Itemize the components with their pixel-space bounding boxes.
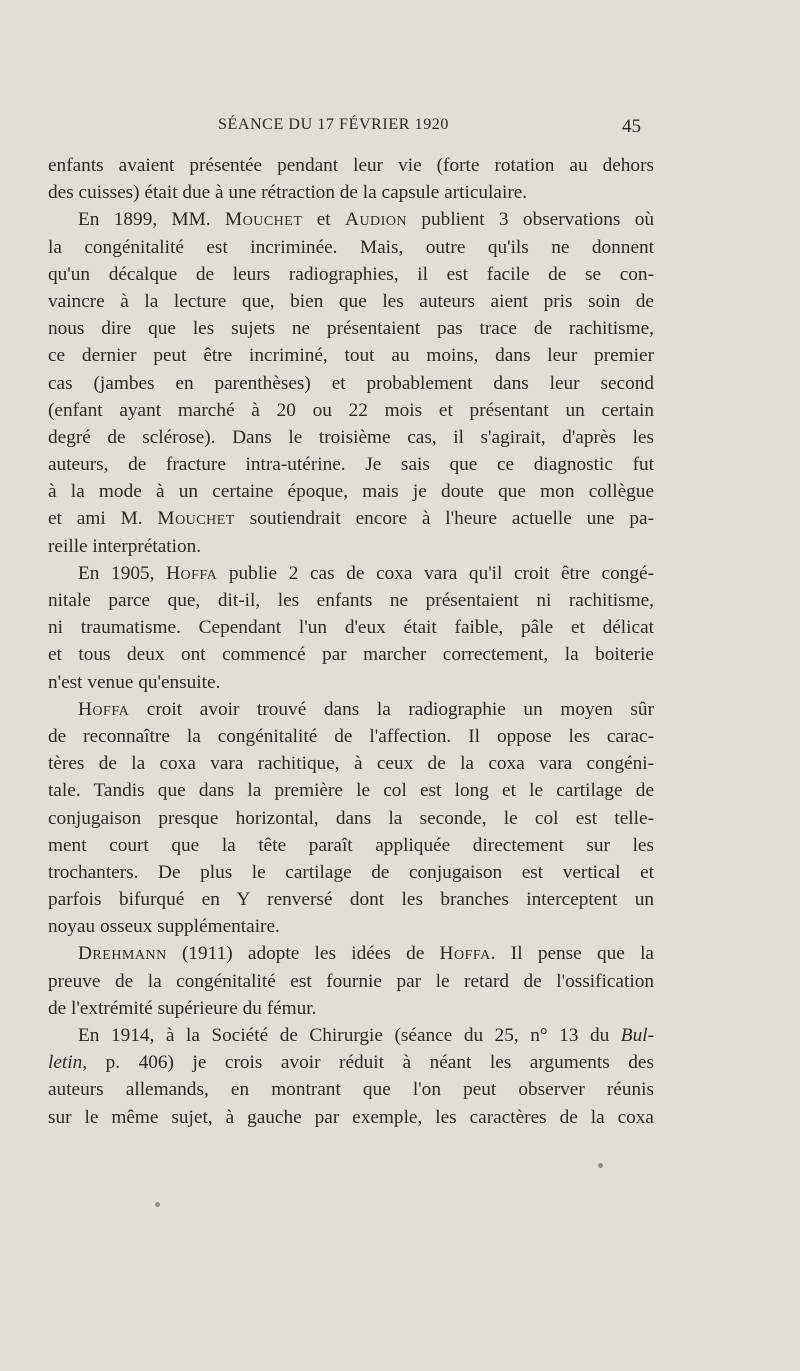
- author-name: Mouchet: [157, 508, 235, 530]
- ink-speck: [598, 1163, 603, 1168]
- text-run: vaincre à la lecture que, bien que les auteurs aient pris soin de: [48, 290, 654, 312]
- text-run: publient 3 observations où: [407, 209, 654, 231]
- text-run: tale. Tandis que dans la première le col est long et le cartilage de: [48, 780, 654, 802]
- text-line: [48, 424, 654, 451]
- text-line: [48, 913, 654, 940]
- text-line: [48, 261, 654, 288]
- text-line: [48, 152, 654, 179]
- text-run: sur le même sujet, à gauche par exemple, les caractères de la coxa: [48, 1106, 654, 1128]
- text-line: [48, 723, 654, 750]
- text-run: et tous deux ont commencé par marcher correctement, la boiterie: [48, 644, 654, 666]
- text-run: et ami M.: [48, 508, 158, 530]
- page-header: [0, 116, 800, 140]
- text-line: [48, 1076, 654, 1103]
- text-run: ment court que la tête paraît appliquée directement sur les: [48, 834, 654, 856]
- text-run: publie 2 cas de coxa vara qu'il croit être congé-: [217, 562, 654, 584]
- text-run: , p. 406) je crois avoir réduit à néant les arguments des: [82, 1052, 654, 1074]
- text-run: des cuisses) était due à une rétraction de la capsule articulaire.: [48, 182, 528, 204]
- author-name: Hoffa: [439, 943, 491, 965]
- text-line: [48, 805, 654, 832]
- text-run: croit avoir trouvé dans la radiographie un moyen sûr: [129, 698, 654, 720]
- ink-speck: [155, 1202, 160, 1207]
- text-run: auteurs, de fracture intra-utérine. Je sais que ce diagnostic fut: [48, 454, 654, 476]
- italic-text: letin: [48, 1052, 83, 1074]
- text-line: [48, 859, 654, 886]
- text-run: cas (jambes en parenthèses) et probablement dans leur second: [48, 372, 654, 394]
- text-line: [48, 560, 654, 587]
- text-line: [48, 533, 654, 560]
- text-run: de reconnaître la congénitalité de l'affection. Il oppose les carac-: [48, 725, 654, 747]
- text-run: En 1914, à la Société de Chirurgie (séance du 25, n° 13 du: [78, 1025, 621, 1046]
- text-run: noyau osseux supplémentaire.: [48, 916, 280, 938]
- text-line: [48, 777, 654, 804]
- text-run: degré de sclérose). Dans le troisième cas, il s'agirait, d'après les: [48, 426, 654, 448]
- text-line: [48, 1022, 654, 1049]
- text-run: parfois bifurqué en Y renversé dont les branches interceptent un: [48, 889, 654, 911]
- text-run: n'est venue qu'ensuite.: [48, 671, 221, 693]
- text-line: [48, 614, 654, 641]
- author-name: Drehmann: [78, 943, 167, 965]
- text-line: [48, 370, 654, 397]
- text-run: ce dernier peut être incriminé, tout au moins, dans leur premier: [48, 345, 654, 367]
- text-line: [48, 587, 654, 614]
- text-line: [48, 206, 654, 233]
- text-line: [48, 750, 654, 777]
- text-line: [48, 478, 654, 505]
- text-run: (enfant ayant marché à 20 ou 22 mois et présentant un certain: [48, 399, 654, 421]
- text-line: [48, 995, 654, 1022]
- text-run: preuve de la congénitalité est fournie par le retard de l'ossification: [48, 970, 654, 992]
- text-run: reille interprétation.: [48, 535, 202, 557]
- text-run: de l'extrémité supérieure du fémur.: [48, 997, 317, 1019]
- text-line: [48, 179, 654, 206]
- page-number: 45: [622, 116, 641, 137]
- text-run: En 1905,: [78, 562, 167, 584]
- text-line: [48, 397, 654, 424]
- text-line: [48, 669, 654, 696]
- italic-text: Bul-: [620, 1025, 654, 1046]
- text-run: conjugaison presque horizontal, dans la seconde, le col est telle-: [48, 807, 654, 829]
- text-run: En 1899, MM.: [78, 209, 225, 231]
- text-line: [48, 1104, 654, 1131]
- author-name: Mouchet: [224, 209, 303, 231]
- text-run: . Il pense que la: [490, 943, 654, 965]
- text-line: [48, 886, 654, 913]
- text-run: à la mode à un certaine époque, mais je doute que mon collègue: [48, 481, 654, 503]
- text-line: [48, 234, 654, 261]
- text-run: tères de la coxa vara rachitique, à ceux de la coxa vara congéni-: [48, 753, 654, 775]
- text-run: et: [302, 209, 346, 231]
- text-run: auteurs allemands, en montrant que l'on peut observer réunis: [48, 1079, 654, 1101]
- author-name: Hoffa: [78, 698, 130, 720]
- text-line: [48, 940, 654, 967]
- author-name: Hoffa: [166, 562, 218, 584]
- text-run: ni traumatisme. Cependant l'un d'eux était faible, pâle et délicat: [48, 617, 654, 639]
- text-line: [48, 832, 654, 859]
- author-name: Audion: [345, 209, 408, 231]
- text-line: [48, 288, 654, 315]
- text-line: [48, 696, 654, 723]
- text-run: la congénitalité est incriminée. Mais, outre qu'ils ne donnent: [48, 236, 654, 258]
- text-line: [48, 641, 654, 668]
- text-line: [48, 342, 654, 369]
- text-line: [48, 1049, 654, 1076]
- text-line: [48, 315, 654, 342]
- text-run: nous dire que les sujets ne présentaient pas trace de rachitisme,: [48, 318, 654, 340]
- running-head: SÉANCE DU 17 FÉVRIER 1920: [218, 116, 450, 133]
- text-run: qu'un décalque de leurs radiographies, il est facile de se con-: [48, 263, 654, 285]
- text-line: [48, 451, 654, 478]
- body-text: [48, 152, 654, 1131]
- text-run: (1911) adopte les idées de: [166, 943, 440, 965]
- text-run: trochanters. De plus le cartilage de conjugaison est vertical et: [48, 861, 654, 883]
- text-line: [48, 505, 654, 532]
- text-line: [48, 968, 654, 995]
- text-run: nitale parce que, dit-il, les enfants ne présentaient ni rachitisme,: [48, 590, 654, 611]
- text-run: soutiendrait encore à l'heure actuelle une pa-: [234, 508, 654, 530]
- text-run: enfants avaient présentée pendant leur vie (forte rotation au dehors: [48, 155, 654, 176]
